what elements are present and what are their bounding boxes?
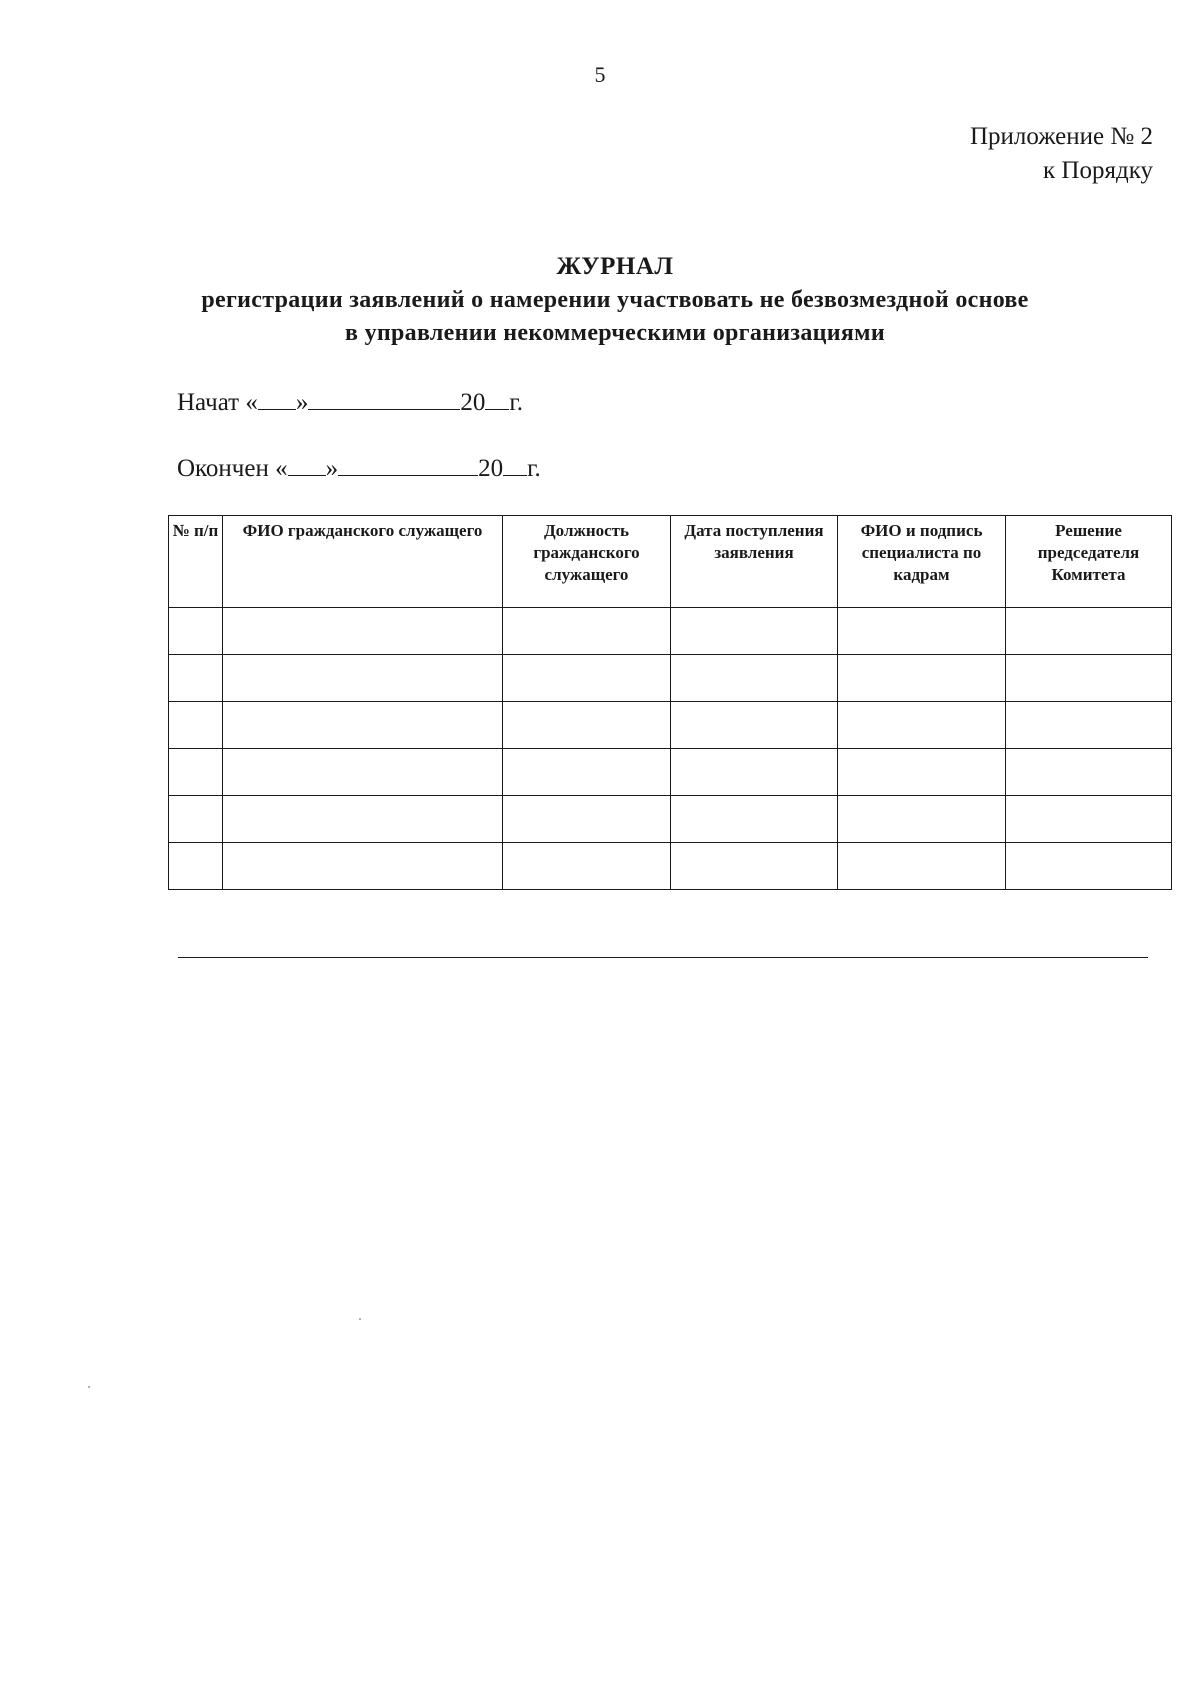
table-cell[interactable] xyxy=(671,749,838,796)
title-main: ЖУРНАЛ xyxy=(556,253,674,280)
table-row xyxy=(169,655,1172,702)
table-cell[interactable] xyxy=(503,702,671,749)
started-quote-close: » xyxy=(295,389,309,416)
started-day-blank[interactable] xyxy=(258,387,296,410)
header-receipt-date: Дата поступления заявления xyxy=(671,516,838,608)
header-number: № п/п xyxy=(169,516,223,608)
table-cell[interactable] xyxy=(223,608,503,655)
table-cell[interactable] xyxy=(169,702,223,749)
finished-date-line xyxy=(177,453,541,484)
table-cell[interactable] xyxy=(671,796,838,843)
header-employee-name: ФИО гражданского служащего xyxy=(223,516,503,608)
table-cell[interactable] xyxy=(671,702,838,749)
table-cell[interactable] xyxy=(169,843,223,890)
started-year-suffix: г. xyxy=(509,389,524,416)
table-cell[interactable] xyxy=(503,749,671,796)
header-hr-specialist: ФИО и подпись специалиста по кадрам xyxy=(838,516,1006,608)
started-year-blank[interactable] xyxy=(485,387,509,410)
table-cell[interactable] xyxy=(223,843,503,890)
table-cell[interactable] xyxy=(169,796,223,843)
table-cell[interactable] xyxy=(838,608,1006,655)
table-cell[interactable] xyxy=(671,608,838,655)
title-subtitle-line-1: регистрации заявлений о намерении участвовать не безвозмездной основе xyxy=(201,287,1029,313)
started-label: Начат « xyxy=(177,389,258,416)
table-cell[interactable] xyxy=(838,749,1006,796)
table-row xyxy=(169,843,1172,890)
table-cell[interactable] xyxy=(223,702,503,749)
table-cell[interactable] xyxy=(1006,655,1172,702)
table-cell[interactable] xyxy=(503,655,671,702)
header-chairman-decision: Решение председателя Комитета xyxy=(1006,516,1172,608)
table-cell[interactable] xyxy=(838,702,1006,749)
table-cell[interactable] xyxy=(223,749,503,796)
finished-quote-close: » xyxy=(325,455,339,482)
finished-month-blank[interactable] xyxy=(338,453,478,476)
table-cell[interactable] xyxy=(169,655,223,702)
started-year-prefix: 20 xyxy=(460,389,486,416)
title-subtitle-line-2: в управлении некоммерческими организациями xyxy=(345,320,885,346)
table-cell[interactable] xyxy=(1006,749,1172,796)
table-cell[interactable] xyxy=(1006,843,1172,890)
table-cell[interactable] xyxy=(169,608,223,655)
finished-day-blank[interactable] xyxy=(288,453,326,476)
table-row xyxy=(169,702,1172,749)
appendix-line-1: Приложение № 2 xyxy=(969,123,1153,150)
table-cell[interactable] xyxy=(503,796,671,843)
table-cell[interactable] xyxy=(838,796,1006,843)
finished-year-blank[interactable] xyxy=(503,453,527,476)
table-cell[interactable] xyxy=(223,796,503,843)
table-cell[interactable] xyxy=(503,608,671,655)
document-title xyxy=(155,250,1075,350)
table-row xyxy=(169,608,1172,655)
table-cell[interactable] xyxy=(671,655,838,702)
scan-speck xyxy=(88,1386,90,1388)
finished-year-prefix: 20 xyxy=(478,455,504,482)
table-row xyxy=(169,749,1172,796)
table-cell[interactable] xyxy=(1006,796,1172,843)
journal-table xyxy=(168,515,1172,890)
started-month-blank[interactable] xyxy=(308,387,460,410)
table-cell[interactable] xyxy=(169,749,223,796)
table-cell[interactable] xyxy=(1006,608,1172,655)
table-cell[interactable] xyxy=(838,843,1006,890)
table-cell[interactable] xyxy=(838,655,1006,702)
table-cell[interactable] xyxy=(671,843,838,890)
appendix-reference xyxy=(970,120,1153,188)
table-cell[interactable] xyxy=(223,655,503,702)
appendix-line-2: к Порядку xyxy=(1043,157,1153,184)
finished-year-suffix: г. xyxy=(527,455,541,482)
table-cell[interactable] xyxy=(1006,702,1172,749)
table-cell[interactable] xyxy=(503,843,671,890)
page-number: 5 xyxy=(594,62,606,87)
finished-label: Окончен « xyxy=(177,455,288,482)
scan-speck xyxy=(359,1318,361,1320)
table-row xyxy=(169,796,1172,843)
footer-rule xyxy=(178,957,1148,958)
header-employee-position: Должность гражданского служащего xyxy=(503,516,671,608)
started-date-line xyxy=(177,387,523,418)
table-header-row xyxy=(169,516,1172,608)
